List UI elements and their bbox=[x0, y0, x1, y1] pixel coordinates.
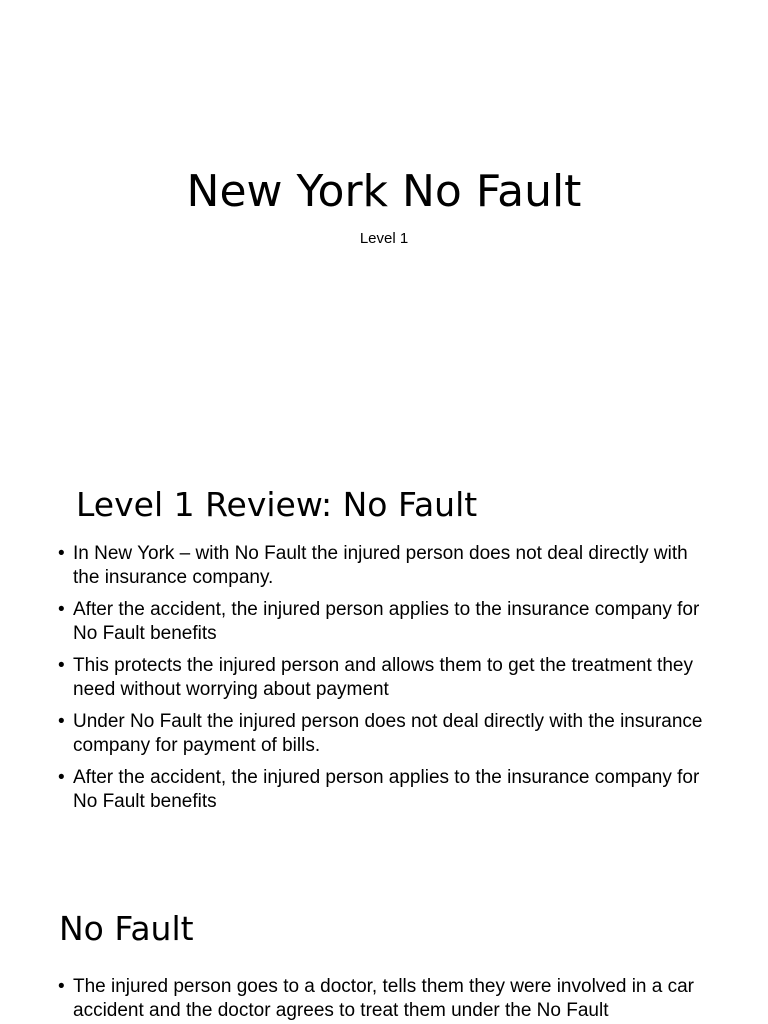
slide-heading: No Fault bbox=[59, 909, 194, 948]
slide-title-page bbox=[0, 0, 768, 432]
bullet-text: After the accident, the injured person applies to the insurance company for No Fault benefits bbox=[73, 767, 700, 812]
bullet-item bbox=[58, 654, 718, 702]
bullet-text: In New York – with No Fault the injured person does not deal directly with the insurance company. bbox=[73, 543, 688, 588]
bullet-marker: • bbox=[58, 599, 65, 620]
slide-heading: Level 1 Review: No Fault bbox=[76, 485, 478, 524]
bullet-list bbox=[58, 542, 718, 822]
slide-level-1-review bbox=[0, 432, 768, 864]
presentation-subtitle: Level 1 bbox=[359, 230, 409, 247]
bullet-text: Under No Fault the injured person does not deal directly with the insurance company for payment of bills. bbox=[73, 711, 703, 756]
presentation-title: New York No Fault bbox=[186, 166, 582, 217]
bullet-text: After the accident, the injured person applies to the insurance company for No Fault benefits bbox=[73, 599, 700, 644]
bullet-marker: • bbox=[58, 976, 65, 997]
bullet-text: The injured person goes to a doctor, tells them they were involved in a car accident and the doctor agrees to treat them under the No Fault bbox=[73, 976, 695, 1021]
bullet-item bbox=[58, 766, 718, 814]
bullet-marker: • bbox=[58, 711, 65, 732]
slide-no-fault bbox=[0, 864, 768, 1024]
bullet-marker: • bbox=[58, 655, 65, 676]
bullet-text: This protects the injured person and allows them to get the treatment they need without worrying about payment bbox=[73, 655, 693, 700]
bullet-marker: • bbox=[58, 767, 65, 788]
bullet-item bbox=[58, 598, 718, 646]
bullet-item bbox=[58, 542, 718, 590]
bullet-list bbox=[58, 975, 718, 1024]
bullet-marker: • bbox=[58, 543, 65, 564]
bullet-item bbox=[58, 710, 718, 758]
bullet-item bbox=[58, 975, 718, 1023]
